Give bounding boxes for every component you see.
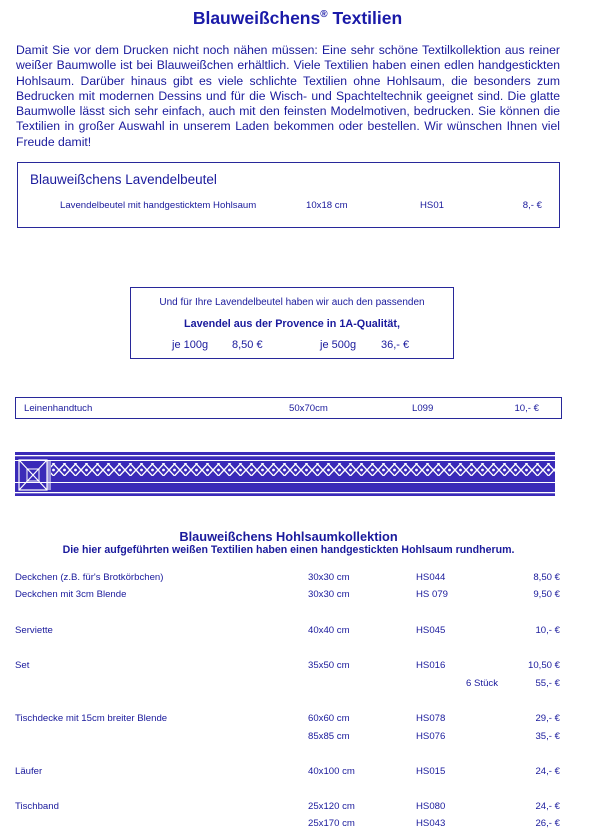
kollektion-row-price: 55,- € (535, 678, 560, 689)
kollektion-row-price: 26,- € (535, 818, 560, 829)
registered-mark: ® (320, 9, 328, 20)
kollektion-row-price: 9,50 € (533, 589, 560, 600)
kollektion-row-code: HS 079 (416, 589, 448, 600)
lavendelbeutel-price: 8,- € (522, 200, 542, 211)
kollektion-row-price: 24,- € (535, 766, 560, 777)
leinen-code: L099 (412, 403, 434, 414)
lavendel-intro: Und für Ihre Lavendelbeutel haben wir auch den passenden (159, 297, 425, 308)
kollektion-row-name: Tischband (15, 801, 59, 812)
page-title (0, 8, 595, 29)
lavendelbeutel-code: HS01 (420, 200, 444, 211)
kollektion-row-name: Deckchen mit 3cm Blende (15, 589, 127, 600)
title-brand: Blauweißchens (192, 8, 321, 28)
kollektion-row-size: 25x120 cm (308, 801, 355, 812)
kollektion-row-code: HS043 (416, 818, 446, 829)
kollektion-row-size: 25x170 cm (308, 818, 355, 829)
kollektion-row-code: HS015 (416, 766, 446, 777)
kollektion-row-size: 40x40 cm (308, 625, 350, 636)
leinen-price: 10,- € (514, 403, 539, 414)
intro-paragraph: Damit Sie vor dem Drucken nicht noch nähen müssen: Eine sehr schöne Textilkollektion aus reiner weißer Baumwolle ist bei Blauweißchen erhältlich. Viele Textilien haben einen edlen handgestickten Hohlsaum. Darüber hinaus gibt es viele schlichte Textilien ohne Hohlsaum, die besonders zum Bedrucken mit modernen Dessins und für die Wisch- und Spachteltechnik geeignet sind. Die glatte Baumwolle lässt sich sehr einfach, auch mit den feinsten Modelmotiven, bedrucken. Sie können die Textilien in großer Auswahl in unserem Laden bekommen oder bestellen. Wir wünschen Ihnen viel Freude damit! (16, 43, 560, 149)
kollektion-row-price: 29,- € (535, 713, 560, 724)
lavendelbeutel-name: Lavendelbeutel mit handgesticktem Hohlsaum (60, 200, 257, 211)
leinen-name: Leinenhandtuch (24, 403, 93, 414)
kollektion-row-size: 60x60 cm (308, 713, 350, 724)
lavendel-qty-500: je 500g (320, 339, 357, 351)
kollektion-row-code: HS044 (416, 572, 446, 583)
kollektion-row-code: HS045 (416, 625, 446, 636)
kollektion-row-price: 10,- € (535, 625, 560, 636)
kollektion-row-name: Set (15, 660, 30, 671)
lavendel-price-500: 36,- € (381, 339, 410, 351)
kollektion-row-size: 40x100 cm (308, 766, 355, 777)
kollektion-title: Blauweißchens Hohlsaumkollektion (179, 529, 398, 544)
leinen-size: 50x70cm (289, 403, 328, 414)
kollektion-row-name: Läufer (15, 766, 43, 777)
kollektion-row-code: HS076 (416, 731, 446, 742)
kollektion-row-code: HS016 (416, 660, 446, 671)
kollektion-row-price: 8,50 € (533, 572, 560, 583)
title-rest: Textilien (327, 8, 403, 28)
kollektion-subtitle: Die hier aufgeführten weißen Textilien haben einen handgestickten Hohlsaum rundherum. (62, 544, 515, 556)
kollektion-row-price: 35,- € (535, 731, 560, 742)
kollektion-row-price: 10,50 € (527, 660, 560, 671)
lavendel-price-100: 8,50 € (232, 339, 263, 351)
lavendel-qty-100: je 100g (172, 339, 209, 351)
kollektion-row-size: 35x50 cm (308, 660, 350, 671)
hohlsaum-banner (15, 452, 555, 496)
kollektion-row-size: 85x85 cm (308, 731, 350, 742)
kollektion-row-code: HS078 (416, 713, 446, 724)
lavendelbeutel-size: 10x18 cm (306, 200, 348, 211)
kollektion-row-size: 30x30 cm (308, 589, 350, 600)
kollektion-row-qty: 6 Stück (466, 678, 498, 689)
lavendelbeutel-heading: Blauweißchens Lavendelbeutel (30, 172, 217, 187)
lavendel-headline: Lavendel aus der Provence in 1A-Qualität, (183, 318, 400, 330)
kollektion-row-code: HS080 (416, 801, 446, 812)
kollektion-row-name: Serviette (15, 625, 53, 636)
kollektion-row-price: 24,- € (535, 801, 560, 812)
kollektion-row-name: Tischdecke mit 15cm breiter Blende (15, 713, 168, 724)
kollektion-row-name: Deckchen (z.B. für's Brotkörbchen) (15, 572, 164, 583)
kollektion-row-size: 30x30 cm (308, 572, 350, 583)
